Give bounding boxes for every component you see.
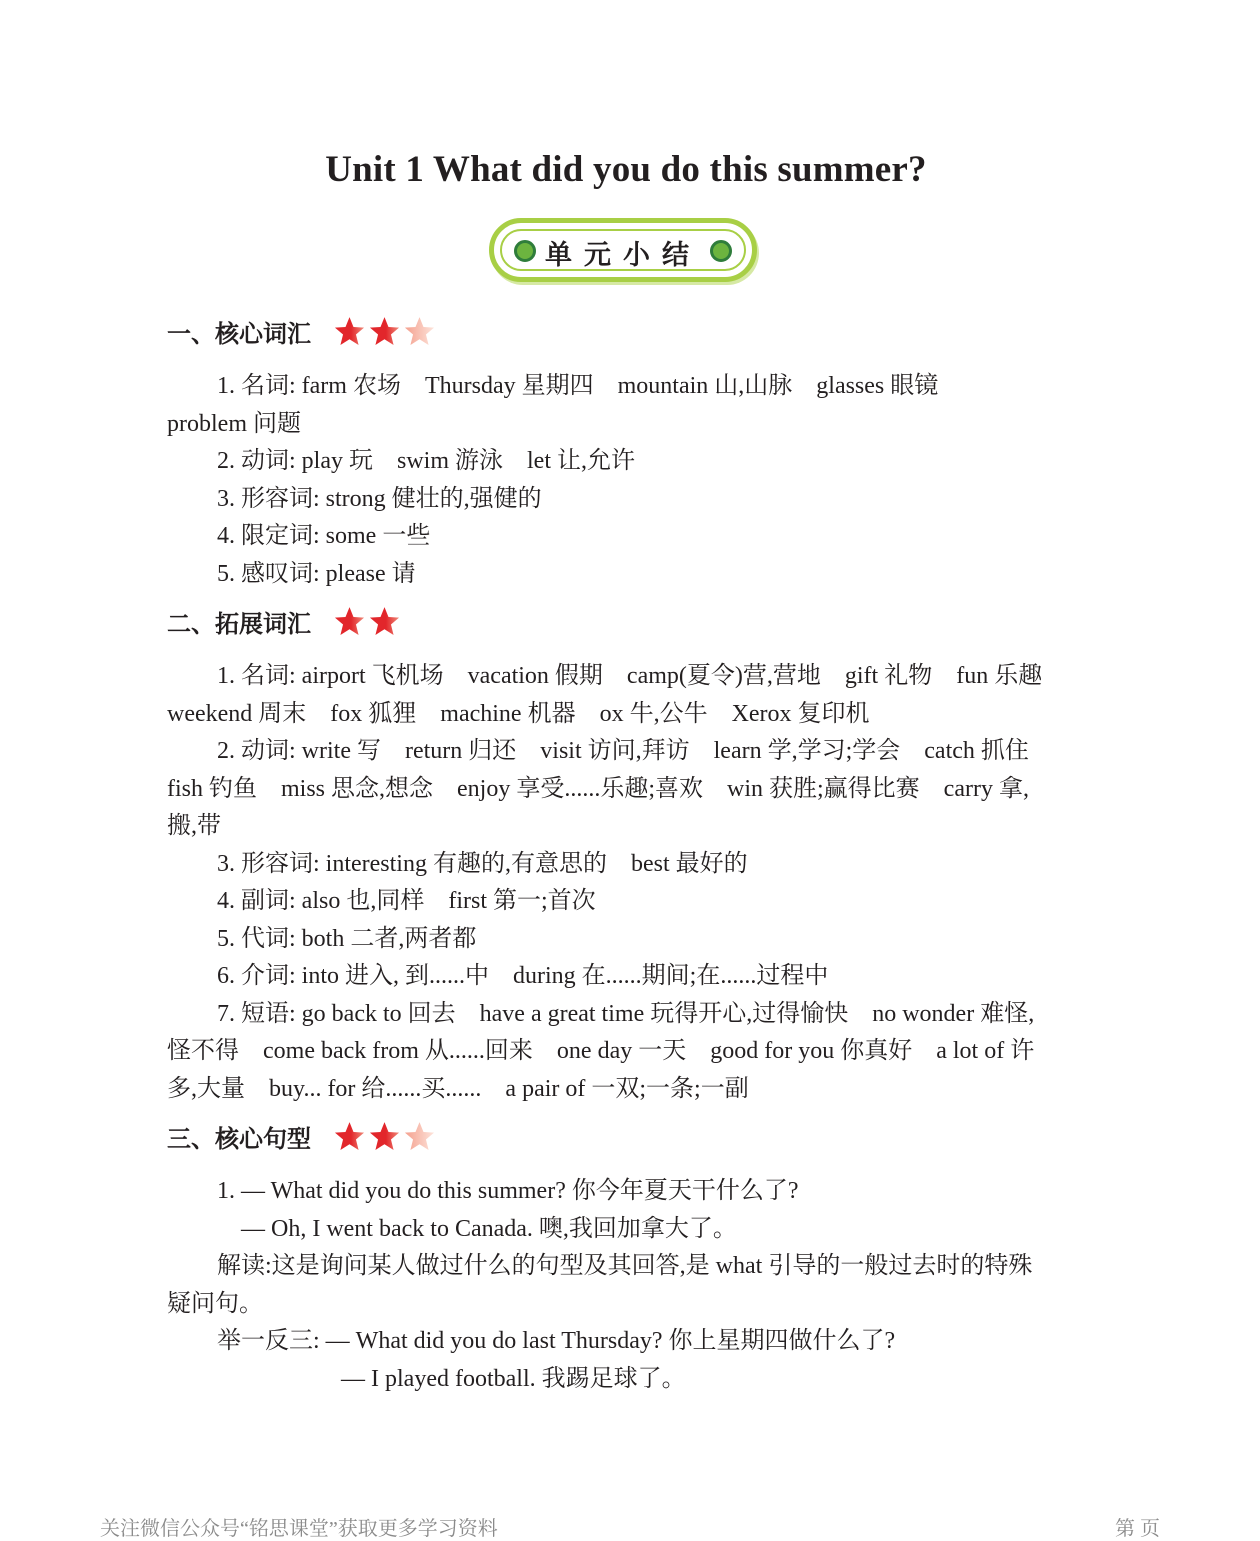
unit-summary-badge (489, 218, 757, 282)
vocab-line: 2. 动词: write 写 return 归还 visit 访问,拜访 learn 学,学习;学会 catch 抓住 (217, 738, 1029, 764)
vocab-line: 2. 动词: play 玩 swim 游泳 let 让,允许 (217, 448, 635, 474)
star-icon (403, 1120, 436, 1153)
importance-rating (333, 605, 401, 638)
star-icon (333, 605, 366, 638)
star-icon (368, 1120, 401, 1153)
vocab-line: 多,大量 buy... for 给......买...... a pair of 一双;一条;一副 (167, 1076, 749, 1102)
explanation-line: 解读:这是询问某人做过什么的句型及其回答,是 what 引导的一般过去时的特殊 (217, 1253, 1033, 1279)
section-heading-text: 二、拓展词汇 (167, 609, 311, 638)
star-icon (368, 605, 401, 638)
star-icon (368, 315, 401, 348)
section-heading-core-vocabulary (167, 311, 436, 351)
sentence-line: 1. — What did you do this summer? 你今年夏天干什么了? (217, 1178, 799, 1204)
vocab-line: 5. 感叹词: please 请 (217, 561, 416, 587)
section-heading-text: 三、核心句型 (167, 1124, 311, 1153)
vocab-line: weekend 周末 fox 狐狸 machine 机器 ox 牛,公牛 Xerox 复印机 (167, 701, 870, 727)
vocab-line: 6. 介词: into 进入, 到......中 during 在......期间;在......过程中 (217, 963, 829, 989)
badge-label: 单元小结 (545, 240, 701, 271)
vocab-line: 3. 形容词: strong 健壮的,强健的 (217, 486, 542, 512)
footer-text: 关注微信公众号“铭思课堂”获取更多学习资料 (100, 1518, 498, 1540)
vocab-line: 搬,带 (167, 813, 221, 839)
vocab-line: problem 问题 (167, 411, 301, 437)
example-line: 举一反三: — What did you do last Thursday? 你上星期四做什么了? (217, 1328, 896, 1354)
page-footer (100, 1512, 1200, 1540)
section-heading-extended-vocabulary (167, 601, 401, 641)
vocab-line: 7. 短语: go back to 回去 have a great time 玩得开心,过得愉快 no wonder 难怪, (217, 1001, 1035, 1027)
vocab-line: fish 钓鱼 miss 思念,想念 enjoy 享受......乐趣;喜欢 win 获胜;赢得比赛 carry 拿, (167, 776, 1029, 802)
star-icon (403, 315, 436, 348)
star-icon (333, 1120, 366, 1153)
page-number-label: 第 页 (1115, 1518, 1160, 1540)
importance-rating (333, 315, 436, 348)
vocab-line: 1. 名词: airport 飞机场 vacation 假期 camp(夏令)营,营地 gift 礼物 fun 乐趣 (217, 663, 1043, 689)
vocab-line: 4. 副词: also 也,同样 first 第一;首次 (217, 888, 596, 914)
vocab-line: 5. 代词: both 二者,两者都 (217, 926, 477, 952)
sentence-line: — Oh, I went back to Canada. 噢,我回加拿大了。 (241, 1216, 737, 1242)
vocab-line: 怪不得 come back from 从......回来 one day 一天 good for you 你真好 a lot of 许 (167, 1038, 1035, 1064)
star-icon (333, 315, 366, 348)
section-heading-text: 一、核心词汇 (167, 319, 311, 348)
vocab-line: 4. 限定词: some 一些 (217, 523, 431, 549)
example-line: — I played football. 我踢足球了。 (341, 1366, 686, 1392)
importance-rating (333, 1120, 436, 1153)
vocab-line: 3. 形容词: interesting 有趣的,有意思的 best 最好的 (217, 851, 748, 877)
page-title: Unit 1 What did you do this summer? (325, 149, 927, 190)
explanation-line: 疑问句。 (167, 1291, 263, 1317)
vocab-line: 1. 名词: farm 农场 Thursday 星期四 mountain 山,山脉 glasses 眼镜 (217, 373, 939, 399)
section-heading-core-sentences (167, 1116, 436, 1156)
green-dot-icon (710, 240, 732, 262)
